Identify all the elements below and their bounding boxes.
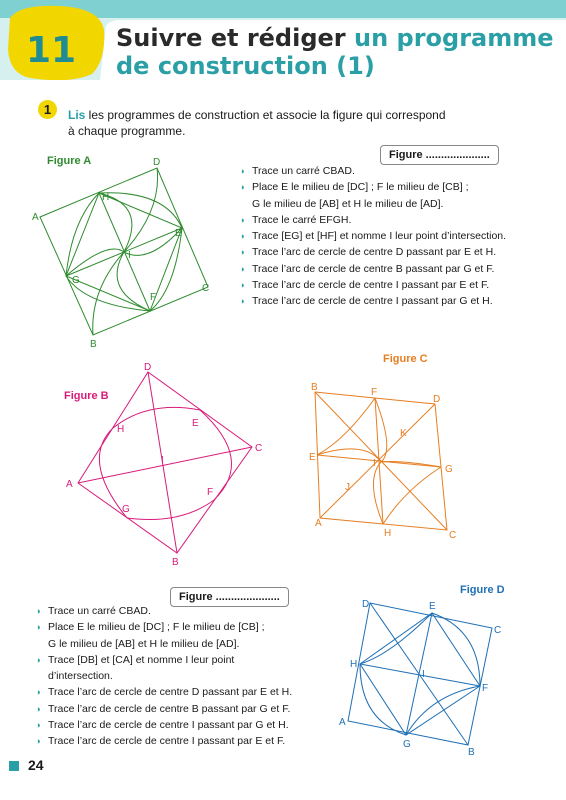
program2-step: ◗ Place E le milieu de [DC] ; F le milieu de [CB] ; (36, 621, 265, 634)
program2-steps (36, 603, 292, 750)
program1-step: ◗ Place E le milieu de [DC] ; F le milieu de [CB] ; (240, 181, 469, 194)
point-label: F (371, 387, 378, 398)
program1-step: ◗ Trace l’arc de cercle de centre B passant par G et F. (240, 262, 495, 275)
point-label: A (315, 518, 322, 529)
page-number: 24 (28, 757, 44, 773)
point-label: G (72, 275, 80, 286)
point-label: B (468, 747, 475, 758)
point-label: D (362, 599, 370, 610)
program1-figure-answer-box[interactable]: Figure ..................... (380, 145, 499, 165)
instruction-line2: à chaque programme. (68, 124, 186, 138)
title-part1: Suivre et rédiger (116, 24, 346, 52)
point-label: E (192, 418, 199, 429)
instruction-text: les programmes de construction et associe la figure qui correspond (85, 108, 446, 122)
exercise-instruction (68, 107, 448, 139)
program2-step: ◗ Trace l’arc de cercle de centre B passant par G et F. (36, 702, 291, 715)
point-label: B (172, 557, 179, 568)
point-label: H (117, 424, 125, 435)
point-label: C (202, 283, 210, 294)
figure-c-label: Figure C (383, 353, 428, 365)
point-label: E (429, 601, 436, 612)
program1-step: G le milieu de [AB] et H le milieu de [AD]. (252, 197, 444, 210)
program1-step: ◗ Trace [EG] et [HF] et nomme I leur point d’intersection. (240, 230, 507, 243)
title-line2: de construction (1) (116, 52, 375, 80)
figure-d (330, 595, 510, 760)
program2-step: ◗ Trace un carré CBAD. (36, 605, 151, 617)
program1-step: ◗ Trace un carré CBAD. (240, 165, 355, 177)
point-label: F (150, 292, 157, 303)
figure-b (60, 360, 270, 575)
point-label: K (400, 428, 407, 439)
point-label: H (350, 659, 358, 670)
chapter-number: 11 (26, 30, 77, 71)
program2-step: ◗ Trace l’arc de cercle de centre I passant par G et H. (36, 719, 289, 732)
point-label: I (422, 669, 425, 680)
program2-step: ◗ Trace [DB] et [CA] et nomme I leur point (36, 653, 235, 666)
point-label: C (449, 530, 457, 541)
program1-step: ◗ Trace le carré EFGH. (240, 213, 352, 226)
point-label: E (175, 228, 182, 239)
point-label: B (90, 339, 97, 350)
page-marker (9, 761, 19, 771)
title-part2: un programme (354, 24, 554, 52)
program2-step: ◗ Trace l’arc de cercle de centre I passant par E et F. (36, 735, 286, 748)
figure-b-label: Figure B (64, 390, 109, 402)
point-label: G (122, 504, 130, 515)
point-label: G (403, 739, 411, 750)
point-label: I (161, 455, 164, 466)
program2-step: ◗ Trace l’arc de cercle de centre D passant par E et H. (36, 686, 293, 699)
point-label: A (339, 717, 346, 728)
page-title (116, 24, 554, 80)
program2-figure-answer-box[interactable]: Figure ..................... (170, 587, 289, 607)
point-label: C (494, 625, 502, 636)
program1-step: ◗ Trace l’arc de cercle de centre I passant par E et F. (240, 279, 490, 292)
point-label: G (445, 464, 453, 475)
point-label: B (311, 382, 318, 393)
point-label: H (102, 192, 110, 203)
point-label: C (255, 443, 263, 454)
figure-a (30, 150, 230, 350)
program2-step: d’intersection. (48, 670, 113, 683)
point-label: F (482, 683, 489, 694)
point-label: E (309, 452, 316, 463)
point-label: A (32, 212, 39, 223)
point-label: J (345, 482, 350, 493)
instruction-verb: Lis (68, 108, 86, 122)
program1-steps (240, 163, 506, 310)
point-label: D (153, 157, 161, 168)
point-label: D (433, 394, 441, 405)
figure-c (305, 380, 465, 545)
point-label: D (144, 362, 152, 373)
exercise-number: 1 (38, 100, 57, 119)
program2-step: G le milieu de [AB] et H le milieu de [AD]. (48, 637, 240, 650)
point-label: I (373, 458, 376, 469)
point-label: H (384, 528, 392, 539)
point-label: F (207, 487, 214, 498)
figure-a-label: Figure A (47, 155, 92, 167)
point-label: A (66, 479, 73, 490)
figure-d-label: Figure D (460, 584, 505, 596)
program1-step: ◗ Trace l’arc de cercle de centre D passant par E et H. (240, 246, 497, 259)
program1-step: ◗ Trace l’arc de cercle de centre I passant par G et H. (240, 295, 493, 308)
point-label: I (128, 250, 131, 261)
